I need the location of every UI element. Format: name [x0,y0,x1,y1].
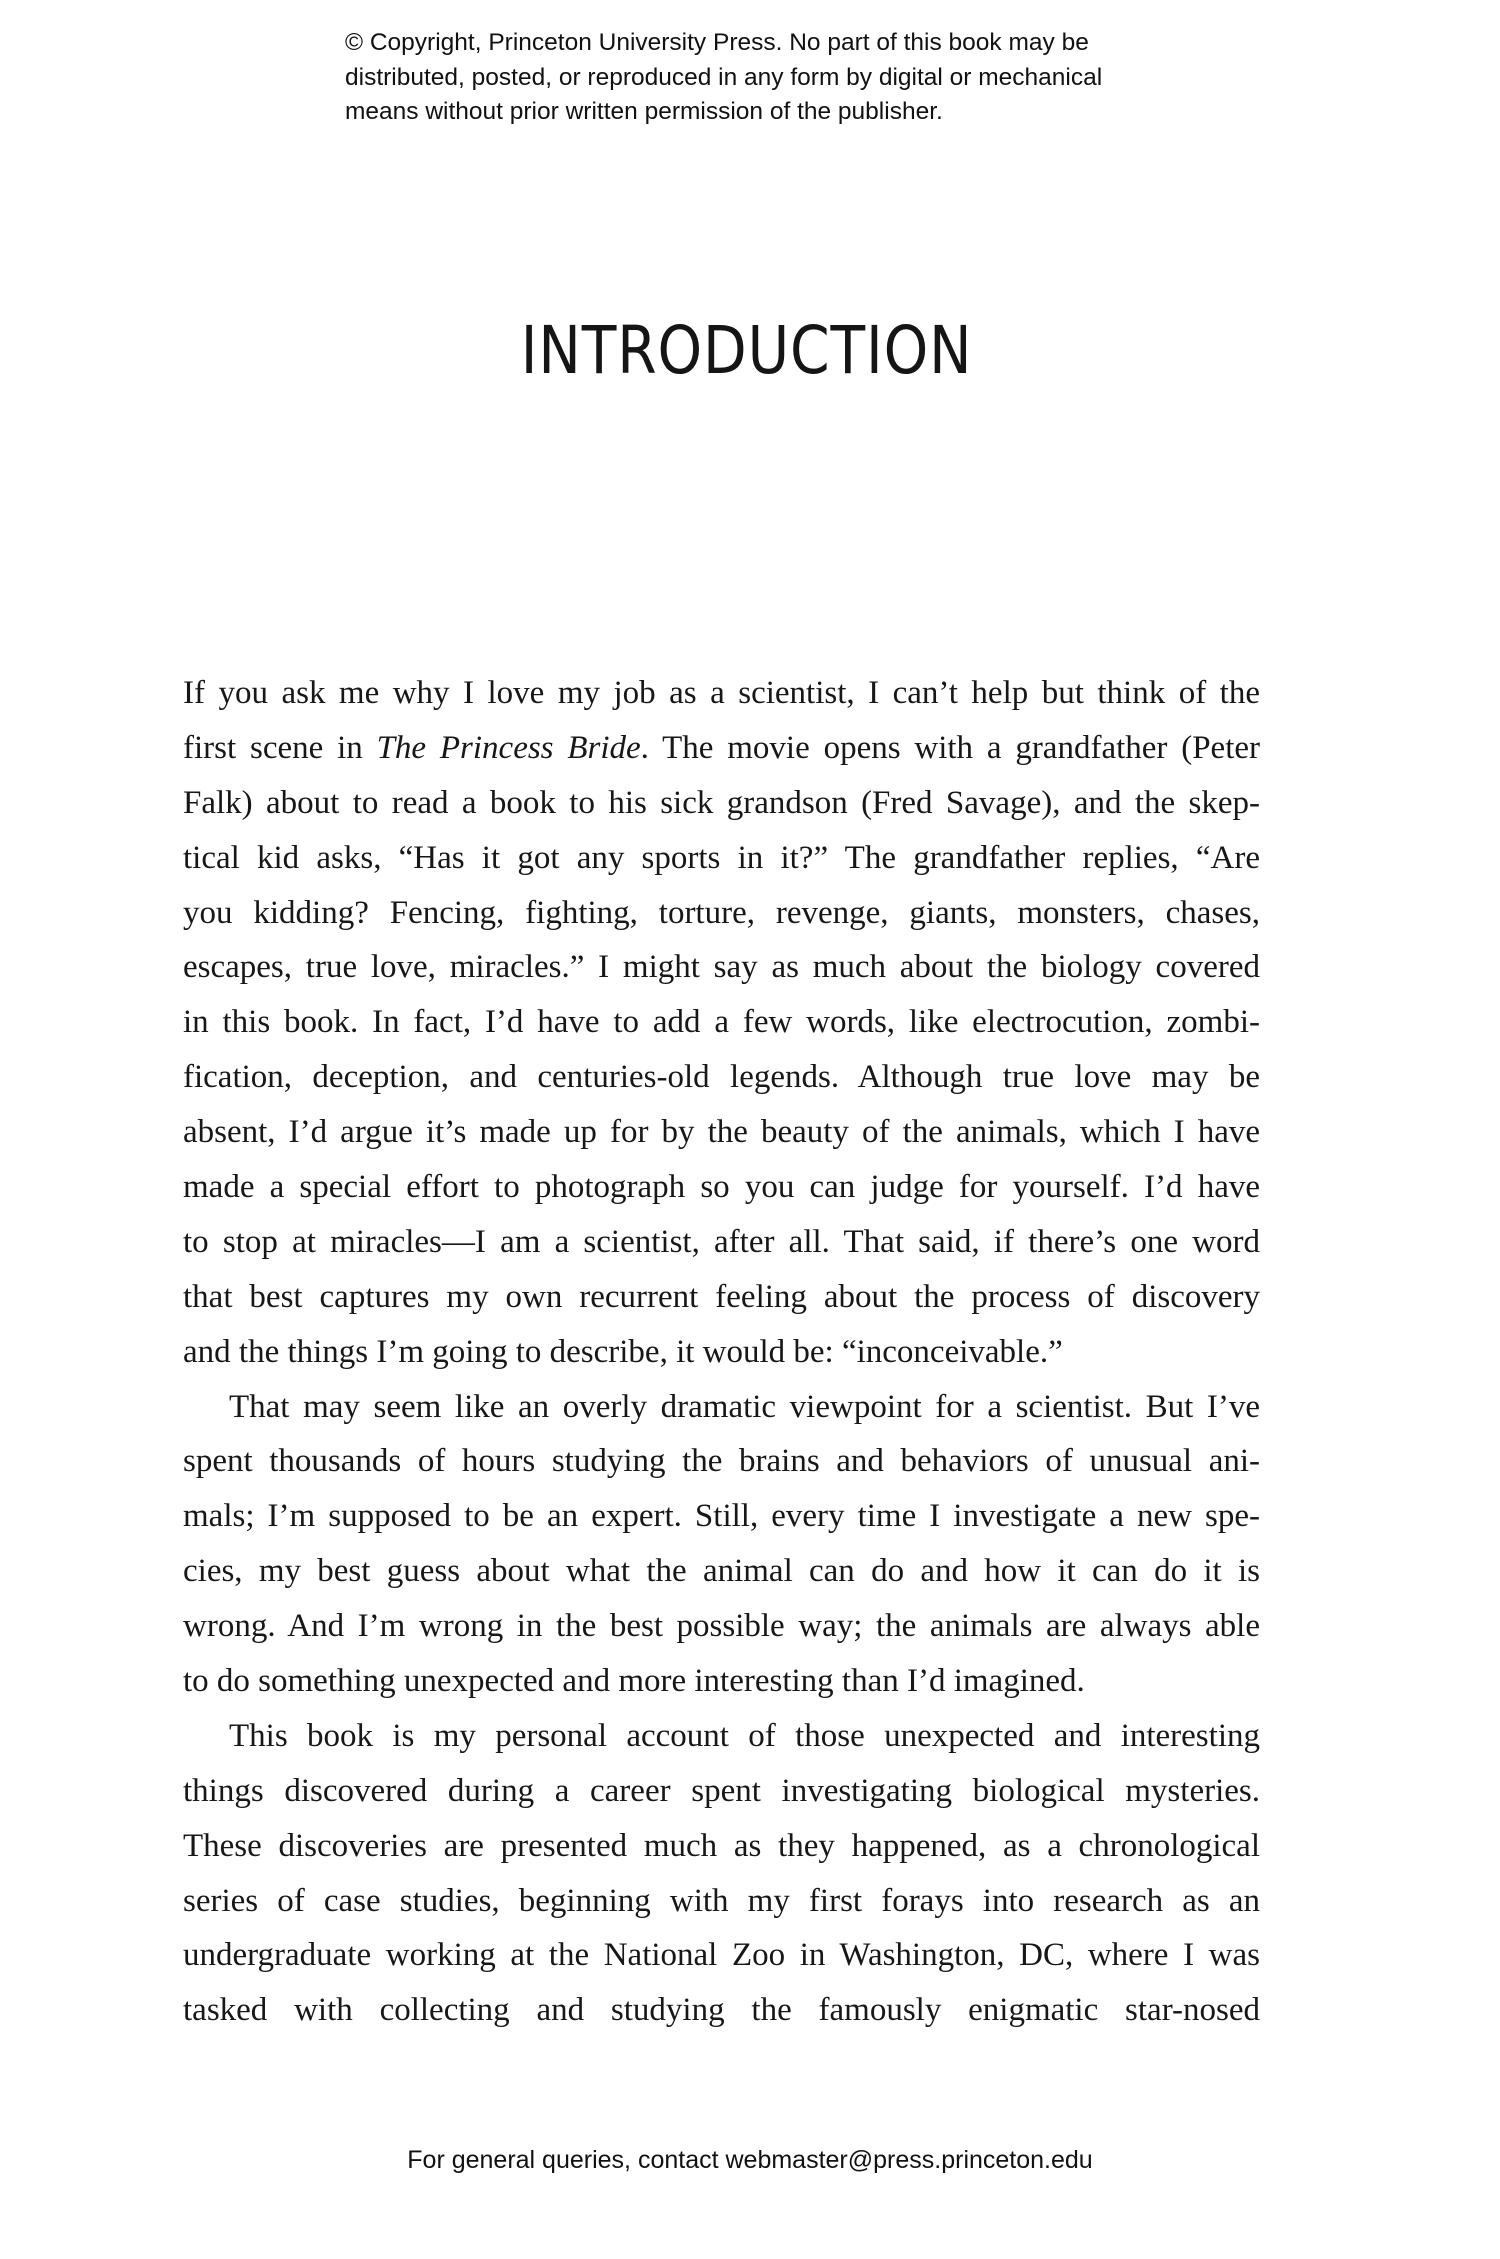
text-line: fication, deception, and centuries-old legends. Although true love may be [183,1059,1260,1096]
book-title-italic: The Princess Bride [376,729,641,766]
text-line: mals; I’m supposed to be an expert. Still, every time I investigate a new spe- [183,1498,1260,1535]
copyright-line: means without prior written permission of the publisher. [345,98,943,125]
text-line: absent, I’d argue it’s made up for by the beauty of the animals, which I have [183,1114,1260,1151]
text-line: These discoveries are presented much as they happened, as a chronological [183,1827,1260,1864]
text-line: wrong. And I’m wrong in the best possible way; the animals are always able [183,1608,1260,1645]
paragraph-2 [183,1380,1260,1709]
text-line: to stop at miracles—I am a scientist, after all. That said, if there’s one word [183,1223,1260,1260]
text-line: things discovered during a career spent investigating biological mysteries. [183,1772,1260,1809]
text-line: in this book. In fact, I’d have to add a few words, like electrocution, zombi- [183,1004,1260,1041]
text-line: cies, my best guess about what the animal can do and how it can do it is [183,1553,1260,1590]
paragraph-1 [183,666,1260,1380]
text-line: If you ask me why I love my job as a scientist, I can’t help but think of the [183,675,1260,711]
text-run: . The movie opens with a grandfather (Peter [640,729,1261,766]
copyright-line: © Copyright, Princeton University Press. No part of this book may be [345,29,1089,56]
text-line: tical kid asks, “Has it got any sports in it?” The grandfather replies, “Are [183,839,1260,876]
paragraph-3 [183,1709,1260,2038]
text-line: series of case studies, beginning with my first forays into research as an [183,1882,1260,1919]
text-run: first scene in [183,729,377,766]
chapter-title: INTRODUCTION [520,312,973,390]
text-line: spent thousands of hours studying the brains and behaviors of unusual ani- [183,1443,1260,1480]
footer-contact: For general queries, contact webmaster@press.princeton.edu [407,2146,1093,2174]
text-line: made a special effort to photograph so you can judge for yourself. I’d have [183,1169,1260,1206]
text-line: tasked with collecting and studying the famously enigmatic star-nosed [183,1992,1260,2029]
text-line: that best captures my own recurrent feeling about the process of discovery [183,1278,1260,1315]
copyright-notice [345,26,1205,130]
text-line [183,721,1260,776]
body-text [183,666,1260,2038]
text-line: escapes, true love, miracles.” I might say as much about the biology covered [183,949,1260,986]
text-line: Falk) about to read a book to his sick grandson (Fred Savage), and the skep- [183,784,1260,821]
text-line: That may seem like an overly dramatic viewpoint for a scientist. But I’ve [229,1388,1260,1425]
text-line: you kidding? Fencing, fighting, torture, revenge, giants, monsters, chases, [183,894,1260,931]
text-line: undergraduate working at the National Zoo in Washington, DC, where I was [183,1937,1260,1974]
text-line: to do something unexpected and more interesting than I’d imagined. [183,1663,1085,1700]
text-line: This book is my personal account of those unexpected and interesting [229,1717,1260,1754]
copyright-line: distributed, posted, or reproduced in any form by digital or mechanical [345,63,1103,91]
text-line: and the things I’m going to describe, it would be: “inconceivable.” [183,1333,1063,1370]
